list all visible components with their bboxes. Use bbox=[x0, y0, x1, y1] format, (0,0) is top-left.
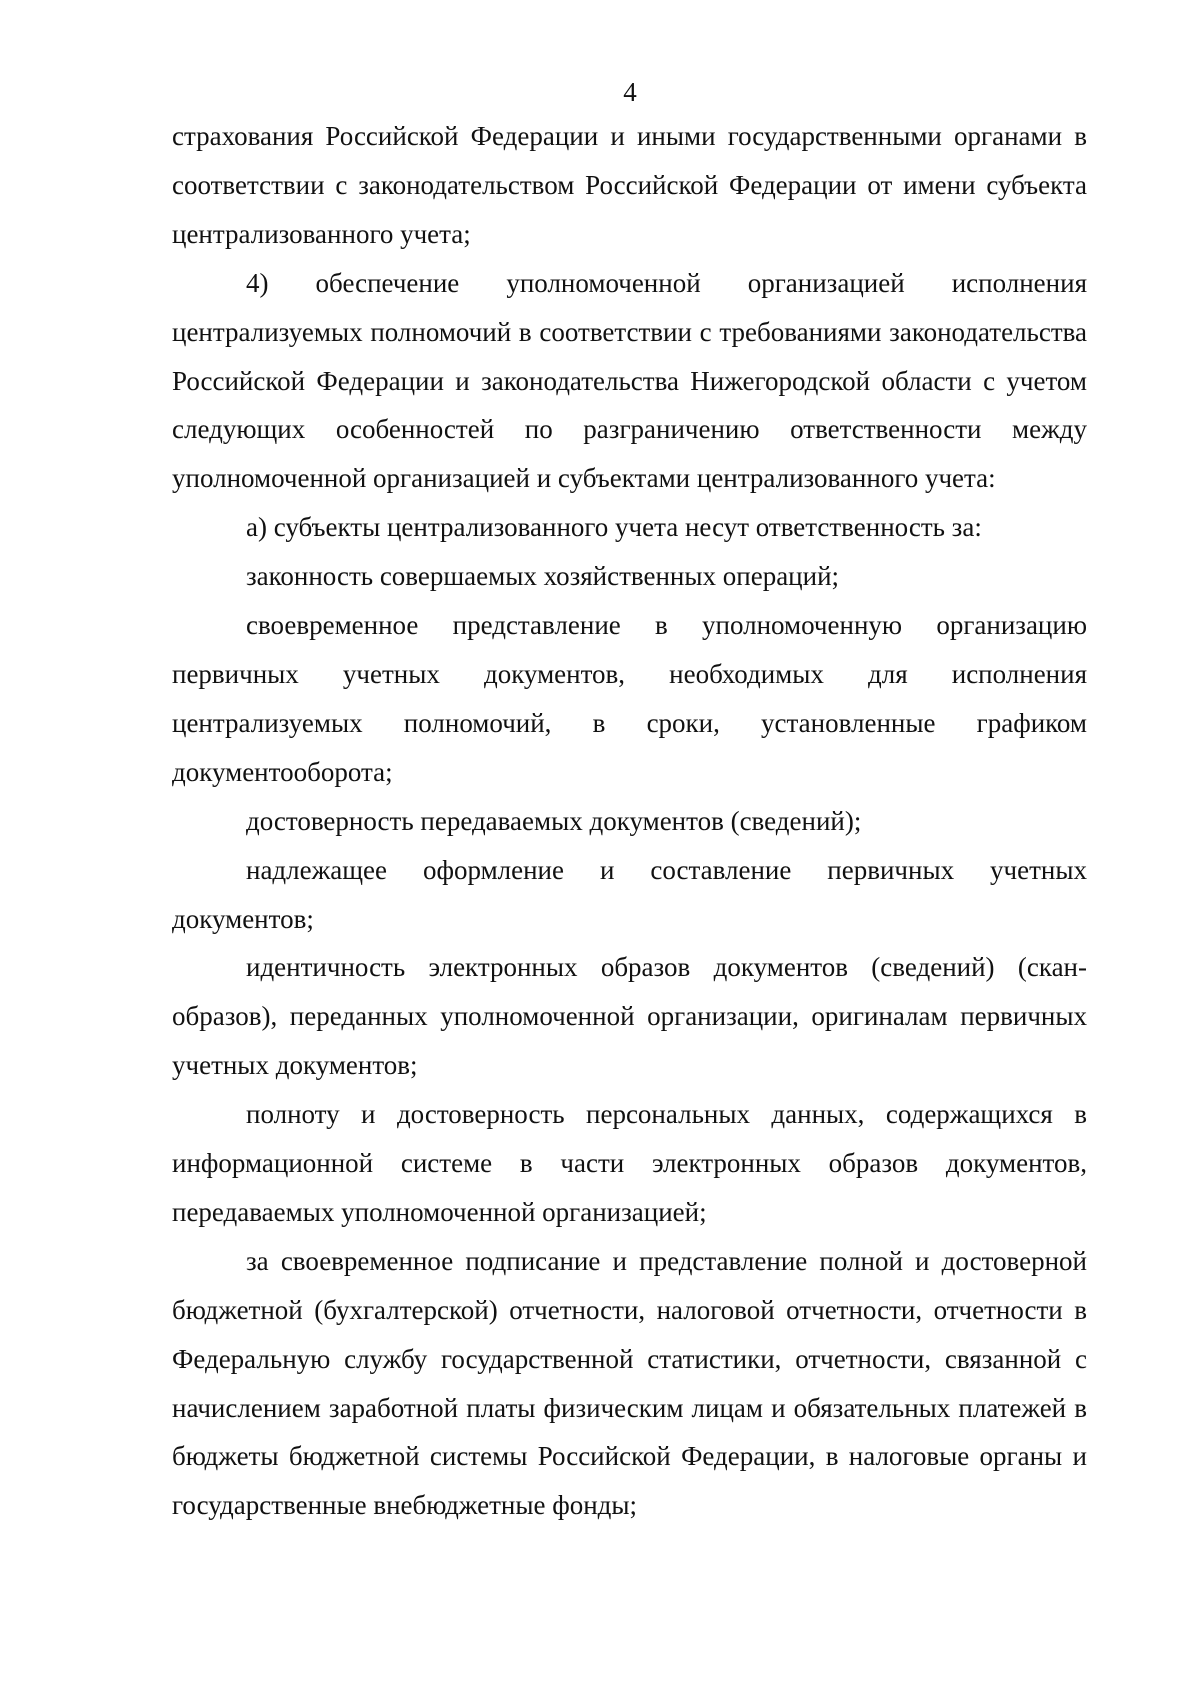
paragraph-legality: законность совершаемых хозяйственных операций; bbox=[246, 561, 840, 592]
paragraph-identity-of-images: идентичность электронных образов документов (сведений) (скан-образов), переданных уполномоченной организации, оригиналам первичных учетных документов; bbox=[172, 952, 1087, 1081]
paragraph-subitem-a: а) субъекты централизованного учета несут ответственность за: bbox=[246, 512, 982, 543]
document-body bbox=[172, 112, 1087, 1530]
paragraph-continuation: страхования Российской Федерации и иными государственными органами в соответствии с законодательством Российской Федерации от имени субъекта централизованного учета; bbox=[172, 121, 1087, 249]
paragraph-item-4: 4) обеспечение уполномоченной организацией исполнения централизуемых полномочий в соответствии с требованиями законодательства Российской Федерации и законодательства Нижегородской области с учетом следующих особенностей по разграничению ответственности между уполномоченной организацией и субъектами централизованного учета: bbox=[172, 267, 1087, 494]
page-number: 4 bbox=[623, 77, 637, 107]
paragraph-proper-formatting: надлежащее оформление и составление первичных учетных документов; bbox=[172, 854, 1087, 934]
paragraph-timely-submission: своевременное представление в уполномоченную организацию первичных учетных документов, необходимых для исполнения централизуемых полномочий, в сроки, установленные графиком документооборота; bbox=[172, 610, 1087, 787]
paragraph-reporting: за своевременное подписание и представление полной и достоверной бюджетной (бухгалтерской) отчетности, налоговой отчетности, отчетности в Федеральную службу государственной статистики, отчетности, связанной с начислением заработной платы физическим лицам и обязательных платежей в бюджеты бюджетной системы Российской Федерации, в налоговые органы и государственные внебюджетные фонды; bbox=[172, 1245, 1087, 1521]
paragraph-personal-data: полноту и достоверность персональных данных, содержащихся в информационной системе в части электронных образов документов, передаваемых уполномоченной организацией; bbox=[172, 1099, 1087, 1227]
paragraph-reliability: достоверность передаваемых документов (сведений); bbox=[246, 805, 862, 836]
